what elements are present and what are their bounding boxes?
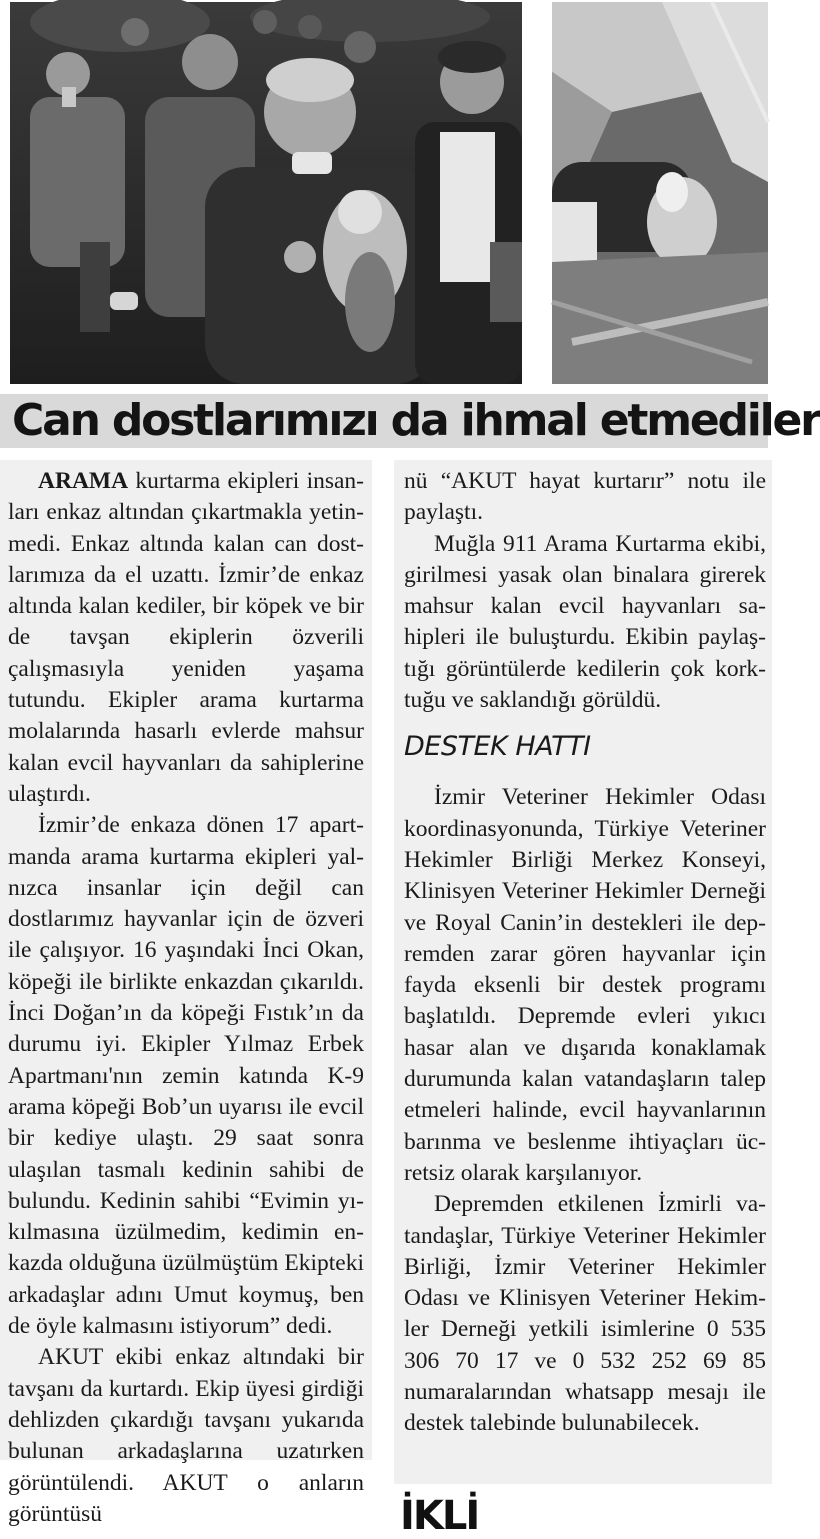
paragraph-5: İzmir Veteriner Hekimler Odası koordinasyonunda, Türkiye Veteriner Hekimler Birliği Merkez Konseyi, Klinisyen Veteriner Hekimler Derneği ve Royal Canin’in destekleri ile depremden zarar gören hayvanlar için fayda eksenli bir destek programı başlatıldı. Depremde evleri yıkıcı hasar alan ve dışarıda konaklamak durumunda kalan vatandaşların talep etmeleri halinde, evcil hayvanlarının barınma ve beslenme ihtiyaçları ücretsiz olarak karşılanıyor. [404,784,766,1186]
paragraph-3: AKUT ekibi enkaz altındaki bir tavşanı da kurtardı. Ekip üyesi girdiği dehlizden çıkardığı tavşanı yukarıda bulunan arkadaşlarına uzatırken görüntülendi. AKUT o anların görüntüsü [8,1344,364,1527]
paragraph-1 [8,466,364,810]
article-column-right [394,460,772,1484]
paragraph-1-text: kurtarma ekipleri insanları enkaz altından çıkartmakla yetinmedi. Enkaz altında kalan can dostlarımıza da el uzattı. İzmir’de enkaz altında kalan kediler, bir köpek ve bir de tavşan ekiplerin özverili çalışmasıyla yeniden yaşama tutundu. Ekipler arama kurtarma molalarında hasarlı evlerde mahsur kalan evcil hayvanları da sahiplerine ulaştırdı. [8,468,364,807]
lead-word: ARAMA [38,468,129,494]
paragraph-2: İzmir’de enkaza dönen 17 apartmanda arama kurtarma ekipleri yalnızca insanlar için değil can dostlarımız hayvanlar için de özveri ile çalışıyor. 16 yaşındaki İnci Okan, köpeği ile birlikte enkazdan çıkarıldı. İnci Doğan’ın da köpeği Fıstık’ın da durumu iyi. Ekipler Yılmaz Erbek Apartmanı'nın zemin katında K-9 arama köpeği Bob’un uyarısı ile evcil bir kediye ulaştı. 29 saat sonra ulaşılan tasmalı kedinin sahibi de bulundu. Kedinin sahibi “Evimin yıkılmasına üzülmedim, kedimin enkazda olduğuna üzülmüştüm Ekipteki arkadaşlar adını Umut koymuş, ben de öyle kalmasını istiyorum” dedi. [8,812,364,1340]
article-headline: Can dostlarımızı da ihmal etmediler [12,395,820,446]
paragraph-4: Muğla 911 Arama Kurtarma ekibi, girilmesi yasak olan binalara girerek mahsur kalan evcil hayvanları sahipleri ile buluşturdu. Ekibin paylaştığı görüntülerde kedilerin çok korktuğu ve saklandığı görüldü. [404,530,766,714]
article-column-left [0,460,372,1527]
next-article-fragment [400,1493,600,1539]
section-heading: DESTEK HATTI [404,731,591,763]
paragraph-3-continued: nü “AKUT hayat kurtarır” notu ile paylaştı. [404,468,766,526]
paragraph-6: Depremden etkilenen İzmirli vatandaşlar, Türkiye Veteriner Hekimler Birliği, İzmir Veteriner Hekimler Odası ve Klinisyen Veteriner Hekimler Derneği yetkili isimlerine 0 535 306 70 17 ve 0 532 252 69 85 numaralarından whatsapp mesajı ile destek talebinde bulunabilecek. [404,1191,766,1437]
next-article-fragment-text: İKLİ [400,1493,479,1539]
photo-rescue-in-rubble [552,2,768,384]
photo-side-drawing [552,2,768,384]
photo-main-drawing [10,2,522,384]
photo-rescuer-holding-cat [10,2,522,384]
